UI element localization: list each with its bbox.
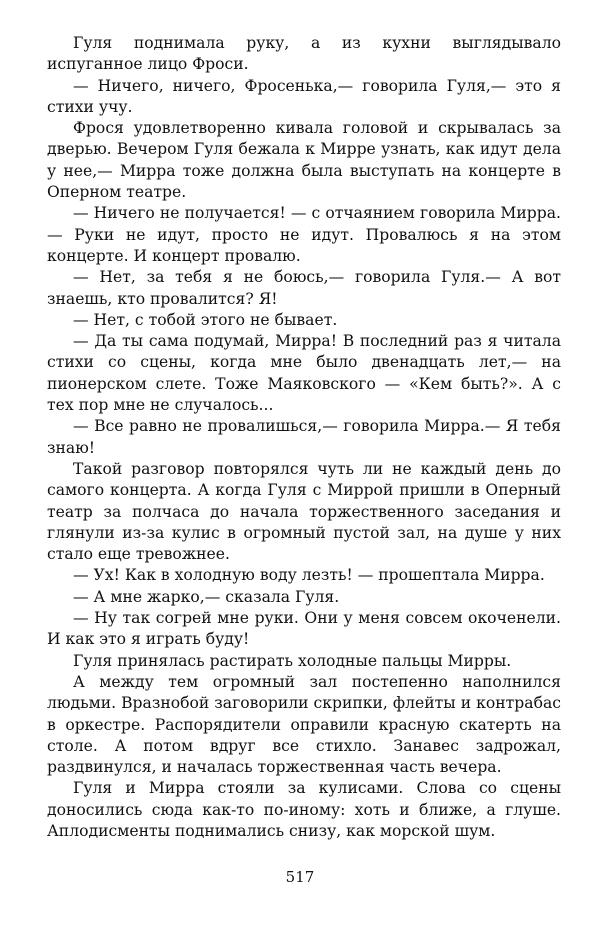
paragraph: — Ничего, ничего, Фросенька,— говорила Гуля,— это я стихи учу. [47,76,561,116]
paragraph: А между тем огромный зал постепенно наполнился людьми. Вразнобой заговорили скрипки, флейты и контрабас в оркестре. Распорядители оправили красную скатерть на столе. А потом вдруг все стихло. Занавес задрожал, раздвинулся, и началась торжественная часть вечера. [47,672,561,777]
paragraph: — А мне жарко,— сказала Гуля. [73,587,340,606]
paragraph: — Все равно не провалишься,— говорила Мирра.— Я тебя знаю! [47,417,561,457]
page-text [47,33,561,842]
paragraph: — Нет, за тебя я не боюсь,— говорила Гуля.— А вот знаешь, кто провалится? Я! [47,268,561,308]
page-number: 517 [285,868,315,886]
paragraph: — Ух! Как в холодную воду лезть! — прошептала Мирра. [73,566,545,585]
paragraph: — Ничего не получается! — с отчаянием говорила Мирра.— Руки не идут, просто не идут. Провалюсь я на этом концерте. И концерт провалю. [47,204,561,265]
paragraph: Гуля принялась растирать холодные пальцы Мирры. [73,651,512,670]
paragraph: — Да ты сама подумай, Мирра! В последний раз я читала стихи со сцены, когда мне было двенадцать лет,— на пионерском слете. Тоже Маяковского — «Кем быть?». А с тех пор мне не случалось... [47,332,561,415]
paragraph: — Нет, с тобой этого не бывает. [73,310,338,329]
paragraph: — Ну так согрей мне руки. Они у меня совсем окоченели. И как это я играть буду! [47,609,561,649]
paragraph: Гуля поднимала руку, а из кухни выглядывало испуганное лицо Фроси. [47,34,561,74]
paragraph: Такой разговор повторялся чуть ли не каждый день до самого концерта. А когда Гуля с Миррой пришли в Оперный театр за полчаса до начала торжественного заседания и глянули из-за кулис в огромный пустой зал, на душе у них стало еще тревожнее. [47,459,561,564]
paragraph: Гуля и Мирра стояли за кулисами. Слова со сцены доносились сюда как-то по-иному: хоть и ближе, а глуше. Аплодисменты поднимались снизу, как морской шум. [47,779,561,840]
paragraph: Фрося удовлетворенно кивала головой и скрывалась за дверью. Вечером Гуля бежала к Мирре узнать, как идут дела у нее,— Мирра тоже должна была выступать на концерте в Оперном театре. [47,119,561,202]
